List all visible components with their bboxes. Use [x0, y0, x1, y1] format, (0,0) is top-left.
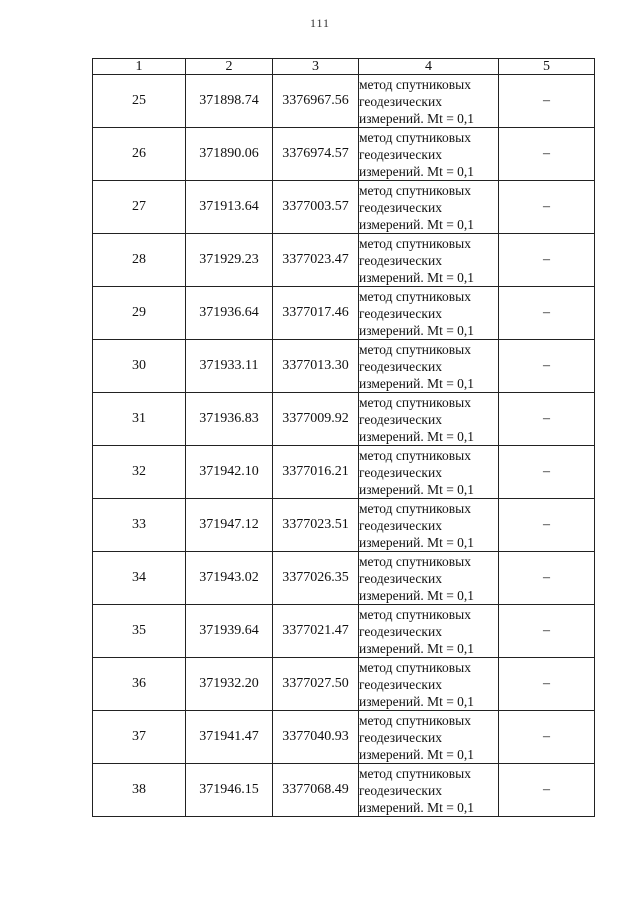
method-text-line: измерений. Mt = 0,1 [359, 534, 475, 550]
x-coordinate-cell: 371898.74 [186, 75, 273, 128]
point-number-cell: 34 [93, 552, 186, 605]
method-text-line: геодезических [359, 570, 442, 586]
column-5-cell: – [499, 287, 595, 340]
method-text-line: геодезических [359, 252, 442, 268]
method-text-line: геодезических [359, 623, 442, 639]
y-coordinate-cell: 3377009.92 [273, 393, 359, 446]
method-cell [359, 75, 499, 128]
x-coordinate-cell: 371933.11 [186, 340, 273, 393]
method-text-line: геодезических [359, 358, 442, 374]
x-coordinate-cell: 371929.23 [186, 234, 273, 287]
point-number-cell: 25 [93, 75, 186, 128]
table-row [93, 605, 595, 658]
method-text-line: метод спутниковых [359, 129, 471, 145]
table-row [93, 658, 595, 711]
method-text-line: метод спутниковых [359, 341, 471, 357]
x-coordinate-cell: 371939.64 [186, 605, 273, 658]
method-text-line: метод спутниковых [359, 76, 471, 92]
table-row [93, 711, 595, 764]
column-5-cell: – [499, 658, 595, 711]
method-text-line: геодезических [359, 729, 442, 745]
y-coordinate-cell: 3377023.51 [273, 499, 359, 552]
point-number-cell: 32 [93, 446, 186, 499]
method-text-line: измерений. Mt = 0,1 [359, 322, 475, 338]
method-text-line: метод спутниковых [359, 288, 471, 304]
method-text-line: метод спутниковых [359, 553, 471, 569]
x-coordinate-cell: 371890.06 [186, 128, 273, 181]
x-coordinate-cell: 371936.64 [186, 287, 273, 340]
column-5-cell: – [499, 711, 595, 764]
method-cell [359, 552, 499, 605]
method-cell [359, 340, 499, 393]
column-5-cell: – [499, 499, 595, 552]
method-cell [359, 234, 499, 287]
x-coordinate-cell: 371936.83 [186, 393, 273, 446]
table-row [93, 181, 595, 234]
y-coordinate-cell: 3377003.57 [273, 181, 359, 234]
method-text-line: метод спутниковых [359, 447, 471, 463]
method-text-line: измерений. Mt = 0,1 [359, 640, 475, 656]
method-text-line: геодезических [359, 676, 442, 692]
column-5-cell: – [499, 75, 595, 128]
method-cell [359, 181, 499, 234]
y-coordinate-cell: 3376974.57 [273, 128, 359, 181]
y-coordinate-cell: 3377068.49 [273, 764, 359, 817]
method-text-line: измерений. Mt = 0,1 [359, 216, 475, 232]
method-cell [359, 499, 499, 552]
point-number-cell: 36 [93, 658, 186, 711]
point-number-cell: 33 [93, 499, 186, 552]
method-text-line: метод спутниковых [359, 394, 471, 410]
column-header-1: 1 [93, 59, 186, 75]
column-header-2: 2 [186, 59, 273, 75]
method-text-line: измерений. Mt = 0,1 [359, 375, 475, 391]
method-text-line: метод спутниковых [359, 500, 471, 516]
column-header-5: 5 [499, 59, 595, 75]
point-number-cell: 31 [93, 393, 186, 446]
method-text-line: измерений. Mt = 0,1 [359, 110, 475, 126]
column-5-cell: – [499, 446, 595, 499]
x-coordinate-cell: 371913.64 [186, 181, 273, 234]
method-cell [359, 711, 499, 764]
table-row [93, 287, 595, 340]
method-text-line: геодезических [359, 782, 442, 798]
method-cell [359, 287, 499, 340]
point-number-cell: 29 [93, 287, 186, 340]
y-coordinate-cell: 3377040.93 [273, 711, 359, 764]
method-text-line: измерений. Mt = 0,1 [359, 163, 475, 179]
method-text-line: измерений. Mt = 0,1 [359, 587, 475, 603]
method-text-line: измерений. Mt = 0,1 [359, 746, 475, 762]
point-number-cell: 26 [93, 128, 186, 181]
y-coordinate-cell: 3376967.56 [273, 75, 359, 128]
coordinates-table [92, 58, 595, 817]
point-number-cell: 37 [93, 711, 186, 764]
method-text-line: метод спутниковых [359, 659, 471, 675]
column-5-cell: – [499, 128, 595, 181]
column-5-cell: – [499, 393, 595, 446]
y-coordinate-cell: 3377023.47 [273, 234, 359, 287]
column-5-cell: – [499, 764, 595, 817]
method-text-line: геодезических [359, 199, 442, 215]
table-row [93, 499, 595, 552]
method-cell [359, 764, 499, 817]
y-coordinate-cell: 3377021.47 [273, 605, 359, 658]
table-row [93, 234, 595, 287]
method-text-line: метод спутниковых [359, 765, 471, 781]
method-text-line: измерений. Mt = 0,1 [359, 428, 475, 444]
table-row [93, 552, 595, 605]
x-coordinate-cell: 371947.12 [186, 499, 273, 552]
method-text-line: метод спутниковых [359, 182, 471, 198]
y-coordinate-cell: 3377026.35 [273, 552, 359, 605]
method-cell [359, 658, 499, 711]
method-cell [359, 605, 499, 658]
method-text-line: геодезических [359, 305, 442, 321]
table-row [93, 446, 595, 499]
y-coordinate-cell: 3377027.50 [273, 658, 359, 711]
method-text-line: метод спутниковых [359, 712, 471, 728]
y-coordinate-cell: 3377013.30 [273, 340, 359, 393]
point-number-cell: 27 [93, 181, 186, 234]
method-cell [359, 393, 499, 446]
x-coordinate-cell: 371932.20 [186, 658, 273, 711]
x-coordinate-cell: 371946.15 [186, 764, 273, 817]
method-text-line: измерений. Mt = 0,1 [359, 269, 475, 285]
method-text-line: измерений. Mt = 0,1 [359, 693, 475, 709]
method-text-line: геодезических [359, 146, 442, 162]
x-coordinate-cell: 371943.02 [186, 552, 273, 605]
x-coordinate-cell: 371942.10 [186, 446, 273, 499]
method-cell [359, 128, 499, 181]
method-text-line: геодезических [359, 93, 442, 109]
table-body [93, 75, 595, 817]
table-row [93, 340, 595, 393]
method-cell [359, 446, 499, 499]
point-number-cell: 30 [93, 340, 186, 393]
table-row [93, 393, 595, 446]
column-5-cell: – [499, 340, 595, 393]
method-text-line: измерений. Mt = 0,1 [359, 481, 475, 497]
method-text-line: геодезических [359, 517, 442, 533]
table-row [93, 764, 595, 817]
table-row [93, 75, 595, 128]
x-coordinate-cell: 371941.47 [186, 711, 273, 764]
y-coordinate-cell: 3377016.21 [273, 446, 359, 499]
table-row [93, 128, 595, 181]
method-text-line: геодезических [359, 464, 442, 480]
table-header-row [93, 59, 595, 75]
point-number-cell: 38 [93, 764, 186, 817]
method-text-line: метод спутниковых [359, 606, 471, 622]
point-number-cell: 35 [93, 605, 186, 658]
method-text-line: измерений. Mt = 0,1 [359, 799, 475, 815]
column-5-cell: – [499, 181, 595, 234]
column-header-4: 4 [359, 59, 499, 75]
column-header-3: 3 [273, 59, 359, 75]
point-number-cell: 28 [93, 234, 186, 287]
column-5-cell: – [499, 234, 595, 287]
method-text-line: геодезических [359, 411, 442, 427]
page-number: 111 [309, 16, 331, 30]
column-5-cell: – [499, 605, 595, 658]
y-coordinate-cell: 3377017.46 [273, 287, 359, 340]
method-text-line: метод спутниковых [359, 235, 471, 251]
column-5-cell: – [499, 552, 595, 605]
